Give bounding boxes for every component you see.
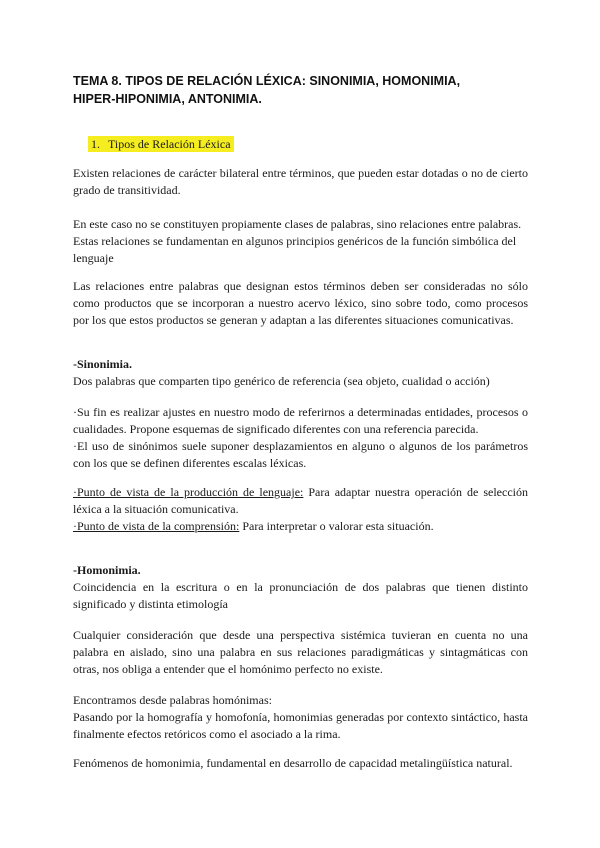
comprehension-label: ·Punto de vista de la comprensión:	[73, 519, 240, 533]
homonimia-heading: -Homonimia.	[73, 563, 141, 577]
sinonimia-bullets	[73, 404, 528, 472]
homonimia-paragraph-2	[73, 692, 528, 743]
comprehension-point-of-view	[73, 518, 528, 535]
homonimia-definition: Coincidencia en la escritura o en la pronunciación de dos palabras que tienen distinto significado y distinta etimología	[73, 580, 528, 611]
homonimia-paragraph-3: Fenómenos de homonimia, fundamental en desarrollo de capacidad metalingüística natural.	[73, 756, 513, 770]
section-title: Tipos de Relación Léxica	[108, 137, 231, 151]
production-text: Para adaptar nuestra operación de selección léxica a la situación comunicativa.	[73, 485, 528, 516]
document-title	[73, 72, 528, 108]
paragraph-relations-line-1: En este caso no se constituyen propiamente clases de palabras, sino relaciones entre palabras.	[73, 217, 522, 231]
sinonimia-bullet-2: ·El uso de sinónimos suele suponer desplazamientos en alguno o algunos de los parámetros con los que se definen diferentes escalas léxicas.	[73, 439, 528, 470]
sinonimia-section	[73, 356, 528, 390]
paragraph-intro: Existen relaciones de carácter bilateral entre términos, que pueden estar dotadas o no de cierto grado de transitividad.	[73, 166, 528, 197]
homonimia-paragraph-2-line-1: Encontramos desde palabras homónimas:	[73, 693, 272, 707]
sinonimia-heading: -Sinonimia.	[73, 357, 133, 371]
section-heading	[88, 136, 234, 153]
paragraph-processes: Las relaciones entre palabras que designan estos términos deben ser consideradas no sólo como productos que se incorporan a nuestro acervo léxico, sino sobre todo, como procesos por los que estos productos se generan y adaptan a las diferentes situaciones comunicativas.	[73, 279, 528, 327]
sinonimia-definition: Dos palabras que comparten tipo genérico de referencia (sea objeto, cualidad o acción)	[73, 374, 490, 388]
homonimia-paragraph-2-rest: Pasando por la homografía y homofonía, homonimias generadas por contexto sintáctico, hasta finalmente efectos retóricos como el asociado a la rima.	[73, 710, 528, 741]
section-number: 1.	[91, 137, 100, 151]
comprehension-text: Para interpretar o valorar esta situación.	[239, 519, 434, 533]
paragraph-relations-line-2: Estas relaciones se fundamentan en algunos principios genéricos de la función simbólica del lenguaje	[73, 234, 517, 265]
title-line-1: TEMA 8. TIPOS DE RELACIÓN LÉXICA: SINONIMIA, HOMONIMIA,	[73, 74, 461, 88]
sinonimia-points-of-view	[73, 484, 528, 535]
highlighted-heading	[88, 136, 234, 152]
production-point-of-view	[73, 484, 528, 518]
production-label: ·Punto de vista de la producción de lenguaje:	[73, 485, 304, 499]
paragraph-relations	[73, 216, 528, 267]
homonimia-section	[73, 562, 528, 613]
title-line-2: HIPER-HIPONIMIA, ANTONIMIA.	[73, 92, 262, 106]
sinonimia-bullet-1: ·Su fin es realizar ajustes en nuestro modo de referirnos a determinadas entidades, procesos o cualidades. Propone esquemas de significado diferentes con una referencia parecida.	[73, 405, 528, 436]
homonimia-paragraph-1: Cualquier consideración que desde una perspectiva sistémica tuvieran en cuenta no una palabra en aislado, sino una palabra en sus relaciones paradigmáticas y sintagmáticas con otras, nos obliga a entender que el homónimo perfecto no existe.	[73, 628, 528, 676]
